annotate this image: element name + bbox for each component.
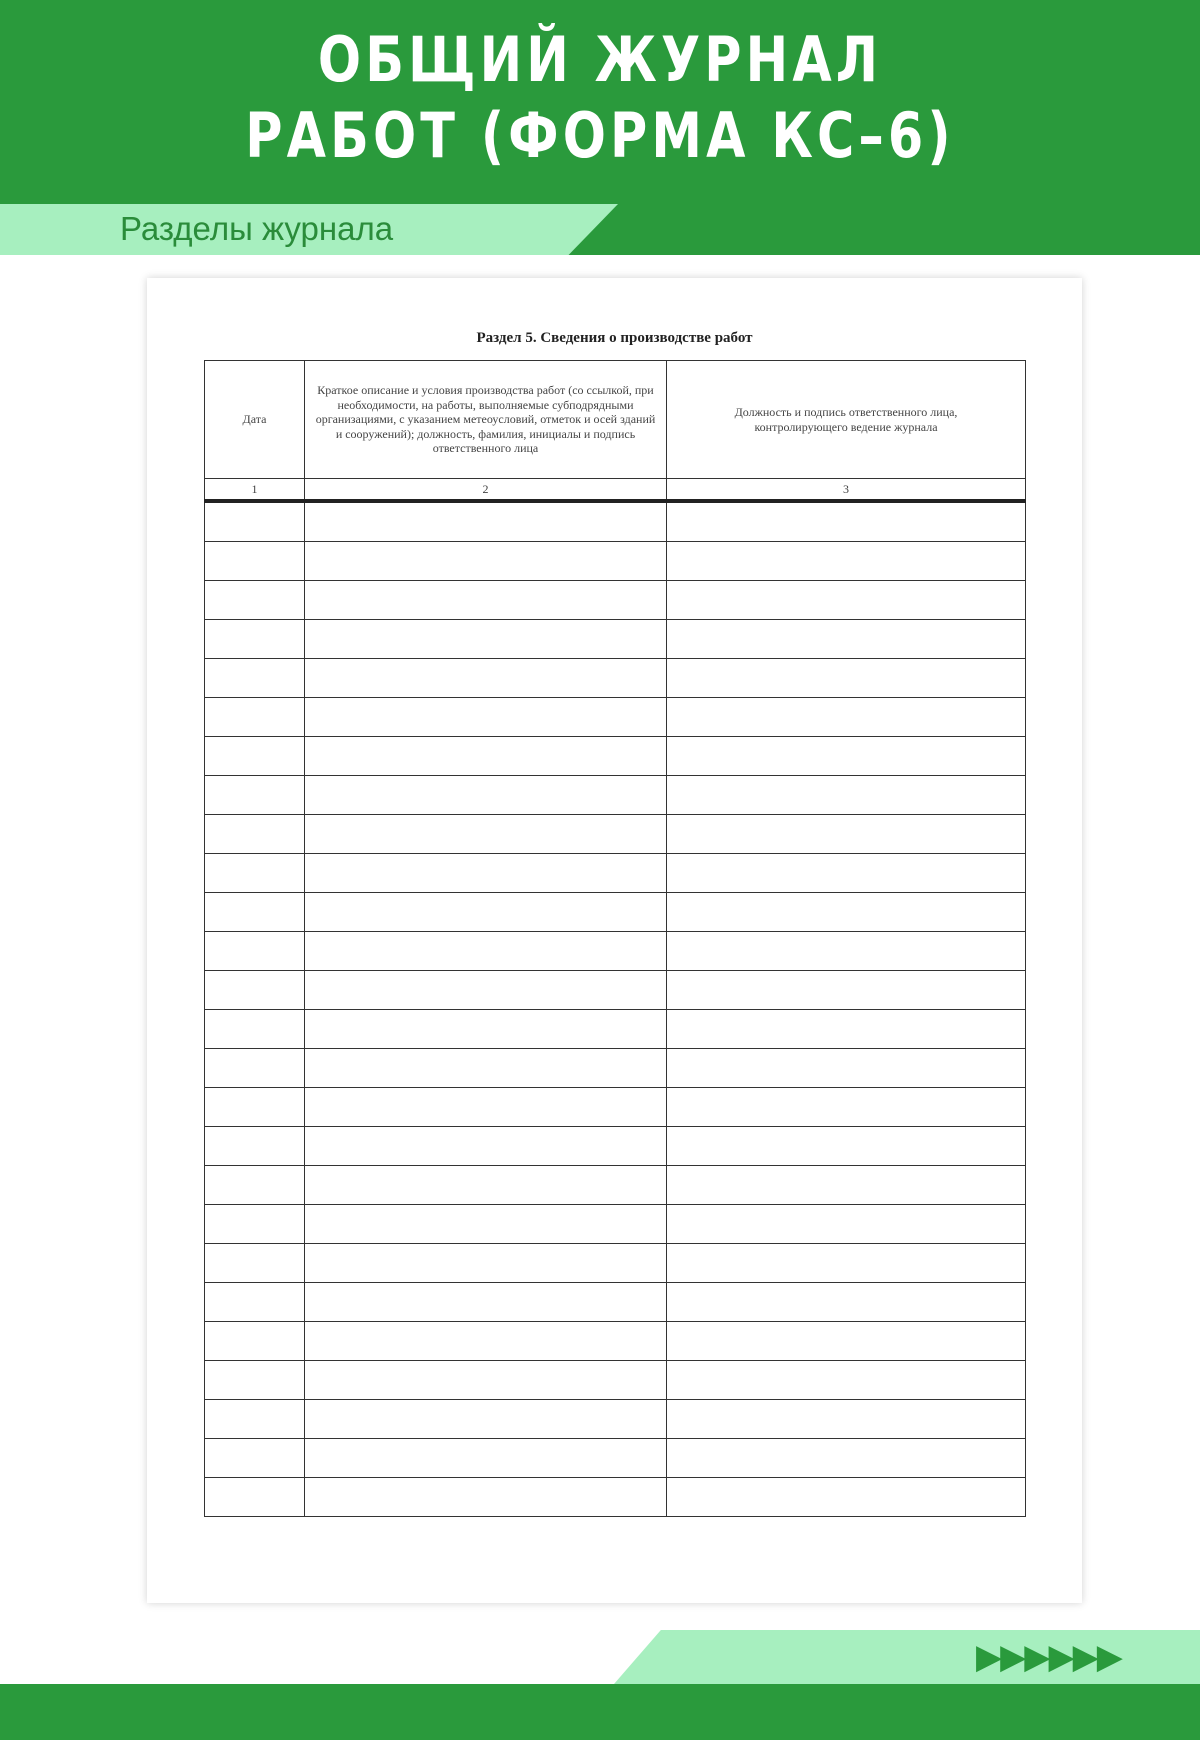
table-row	[205, 620, 1026, 659]
table-row	[205, 932, 1026, 971]
column-header-description: Краткое описание и условия производства работ (со ссылкой, при необходимости, на работы, выполняемые субподрядными организациями, с указанием метеоусловий, отметок и осей зданий и сооружений); должность, фамилия, инициалы и подпись ответственного лица	[305, 361, 667, 479]
table-cell[interactable]	[305, 1127, 667, 1166]
document-heading: Раздел 5. Сведения о производстве работ	[476, 330, 753, 346]
table-cell[interactable]	[205, 581, 305, 620]
table-row	[205, 971, 1026, 1010]
table-cell[interactable]	[305, 1244, 667, 1283]
table-row	[205, 1166, 1026, 1205]
table-row	[205, 542, 1026, 581]
column-number-3: 3	[667, 479, 1026, 502]
table-cell[interactable]	[305, 581, 667, 620]
table-cell[interactable]	[305, 620, 667, 659]
table-cell[interactable]	[205, 1010, 305, 1049]
table-cell[interactable]	[305, 1322, 667, 1361]
table-cell[interactable]	[305, 1283, 667, 1322]
table-cell[interactable]	[667, 1088, 1026, 1127]
table-cell[interactable]	[667, 1400, 1026, 1439]
table-row	[205, 893, 1026, 932]
table-row	[205, 1244, 1026, 1283]
table-cell[interactable]	[667, 1127, 1026, 1166]
section-label: Разделы журнала	[120, 210, 394, 247]
column-number-2: 2	[305, 479, 667, 502]
table-cell[interactable]	[667, 1166, 1026, 1205]
table-cell[interactable]	[305, 1478, 667, 1517]
table-cell[interactable]	[305, 815, 667, 854]
table-cell[interactable]	[667, 932, 1026, 971]
table-cell[interactable]	[305, 1049, 667, 1088]
table-cell[interactable]	[305, 542, 667, 581]
table-cell[interactable]	[667, 1322, 1026, 1361]
table-cell[interactable]	[667, 659, 1026, 698]
table-cell[interactable]	[667, 893, 1026, 932]
table-cell[interactable]	[205, 1088, 305, 1127]
table-row	[205, 698, 1026, 737]
table-cell[interactable]	[667, 1244, 1026, 1283]
table-cell[interactable]	[305, 1400, 667, 1439]
table-row	[205, 1049, 1026, 1088]
table-cell[interactable]	[205, 971, 305, 1010]
table-row	[205, 1478, 1026, 1517]
table-body	[205, 501, 1026, 1517]
table-cell[interactable]	[205, 1244, 305, 1283]
table-cell[interactable]	[667, 776, 1026, 815]
table-cell[interactable]	[667, 698, 1026, 737]
title-line-1: ОБЩИЙ ЖУРНАЛ	[317, 23, 883, 96]
table-cell[interactable]	[667, 971, 1026, 1010]
journal-table	[204, 360, 1026, 1517]
table-row	[205, 659, 1026, 698]
table-cell[interactable]	[205, 932, 305, 971]
table-cell[interactable]	[205, 776, 305, 815]
column-header-date: Дата	[205, 361, 305, 479]
table-cell[interactable]	[205, 1439, 305, 1478]
table-cell[interactable]	[205, 1478, 305, 1517]
table-cell[interactable]	[667, 1439, 1026, 1478]
table-row	[205, 581, 1026, 620]
column-number-row	[205, 479, 1026, 502]
table-row	[205, 1361, 1026, 1400]
table-cell[interactable]	[205, 659, 305, 698]
table-cell[interactable]	[667, 737, 1026, 776]
table-row	[205, 1283, 1026, 1322]
table-cell[interactable]	[205, 1127, 305, 1166]
table-cell[interactable]	[205, 1322, 305, 1361]
table-cell[interactable]	[205, 815, 305, 854]
table-cell[interactable]	[205, 893, 305, 932]
table-cell[interactable]	[305, 1205, 667, 1244]
table-cell[interactable]	[205, 1361, 305, 1400]
table-row	[205, 1322, 1026, 1361]
table-cell[interactable]	[205, 737, 305, 776]
next-arrows-icon[interactable]: ▶▶▶▶▶▶	[976, 1637, 1121, 1677]
table-cell[interactable]	[667, 1283, 1026, 1322]
table-row	[205, 854, 1026, 893]
table-row	[205, 1400, 1026, 1439]
table-cell[interactable]	[205, 501, 305, 542]
table-row	[205, 1127, 1026, 1166]
table-cell[interactable]	[305, 659, 667, 698]
table-cell[interactable]	[205, 1166, 305, 1205]
table-cell[interactable]	[305, 737, 667, 776]
table-cell[interactable]	[667, 542, 1026, 581]
table-cell[interactable]	[305, 501, 667, 542]
form-sheet	[147, 278, 1082, 1603]
table-cell[interactable]	[667, 1010, 1026, 1049]
table-row	[205, 1088, 1026, 1127]
table-cell[interactable]	[205, 1400, 305, 1439]
table-cell[interactable]	[205, 854, 305, 893]
table-cell[interactable]	[305, 893, 667, 932]
table-cell[interactable]	[305, 932, 667, 971]
table-header-row	[205, 361, 1026, 479]
table-cell[interactable]	[305, 1010, 667, 1049]
table-cell[interactable]	[305, 698, 667, 737]
table-row	[205, 1205, 1026, 1244]
table-cell[interactable]	[667, 1361, 1026, 1400]
table-cell[interactable]	[667, 854, 1026, 893]
table-cell[interactable]	[205, 620, 305, 659]
page-title	[108, 22, 1092, 174]
column-number-1: 1	[205, 479, 305, 502]
table-cell[interactable]	[205, 542, 305, 581]
table-row	[205, 1439, 1026, 1478]
table-cell[interactable]	[667, 501, 1026, 542]
table-cell[interactable]	[667, 1049, 1026, 1088]
table-row	[205, 1010, 1026, 1049]
table-cell[interactable]	[205, 1205, 305, 1244]
table-cell[interactable]	[667, 815, 1026, 854]
footer-bar	[0, 1684, 1200, 1740]
table-cell[interactable]	[205, 1283, 305, 1322]
table-cell[interactable]	[305, 1439, 667, 1478]
column-header-signature: Должность и подпись ответственного лица, контролирующего ведение журнала	[667, 361, 1026, 479]
table-cell[interactable]	[667, 1478, 1026, 1517]
table-cell[interactable]	[667, 620, 1026, 659]
table-cell[interactable]	[667, 581, 1026, 620]
table-cell[interactable]	[205, 1049, 305, 1088]
table-cell[interactable]	[305, 1361, 667, 1400]
table-cell[interactable]	[305, 776, 667, 815]
table-cell[interactable]	[305, 854, 667, 893]
table-row	[205, 815, 1026, 854]
table-cell[interactable]	[305, 1088, 667, 1127]
table-row	[205, 737, 1026, 776]
table-cell[interactable]	[305, 1166, 667, 1205]
table-row	[205, 776, 1026, 815]
title-line-2: РАБОТ (ФОРМА КС–6)	[245, 99, 955, 172]
table-cell[interactable]	[667, 1205, 1026, 1244]
table-cell[interactable]	[205, 698, 305, 737]
table-cell[interactable]	[305, 971, 667, 1010]
table-row	[205, 501, 1026, 542]
